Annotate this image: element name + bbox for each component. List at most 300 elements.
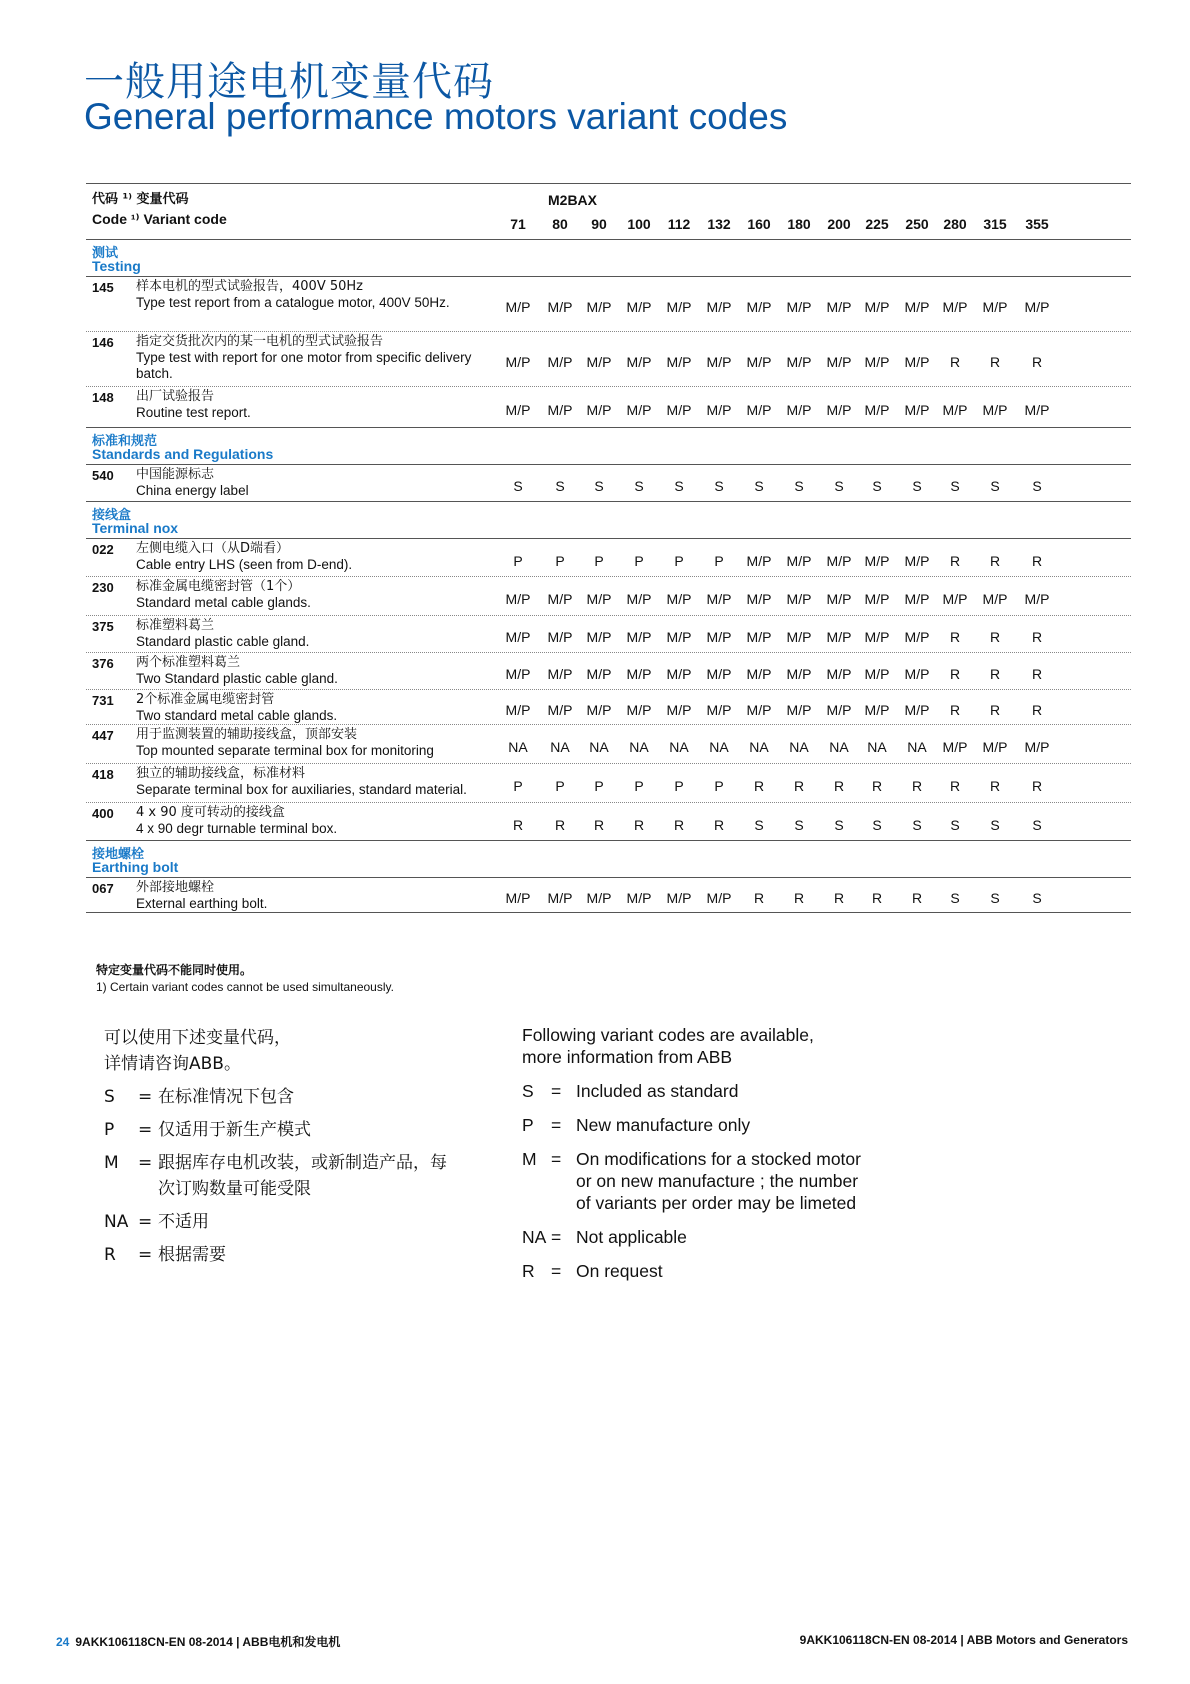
legend-key: M: [522, 1149, 537, 1169]
availability-cell: NA: [749, 739, 769, 755]
availability-cell: R: [911, 890, 923, 906]
size-col-header: 80: [552, 216, 568, 232]
variant-description-en: Standard metal cable glands.: [136, 595, 311, 610]
legend-key: R: [104, 1245, 116, 1265]
availability-cell: M/P: [547, 299, 573, 315]
legend-equals: =: [138, 1212, 153, 1232]
availability-cell: M/P: [786, 354, 812, 370]
availability-cell: S: [1032, 890, 1042, 906]
legend-item: [104, 1150, 448, 1202]
variant-description: [136, 467, 496, 499]
variant-code: 067: [92, 881, 114, 896]
availability-cell: S: [990, 816, 1000, 833]
variant-description-cn: 左侧电缆入口（从D端看）: [136, 541, 290, 556]
size-col-header: 132: [707, 216, 731, 232]
legend-text: Not applicable: [576, 1227, 687, 1247]
availability-cell: R: [1031, 354, 1043, 370]
availability-cell: M/P: [706, 402, 732, 418]
table-row: [86, 277, 1131, 332]
availability-cell: R: [989, 354, 1001, 370]
availability-cell: M/P: [942, 591, 968, 607]
variant-description: [136, 541, 496, 573]
section-title-en: Terminal nox: [92, 520, 179, 536]
section-title-en: Standards and Regulations: [92, 446, 274, 462]
variant-code: 145: [92, 280, 114, 295]
availability-cell: S: [990, 478, 1000, 494]
availability-cell: M/P: [505, 402, 531, 418]
availability-cell: S: [1032, 478, 1042, 494]
size-col-header: 315: [983, 216, 1007, 232]
availability-cell: M/P: [666, 666, 692, 682]
section-title-cn: 接线盒: [92, 508, 132, 523]
variant-codes-table: [86, 183, 1131, 913]
legend-equals: =: [551, 1115, 562, 1135]
legend-equals: =: [138, 1245, 153, 1265]
legend-equals: =: [138, 1153, 153, 1173]
legend-equals: =: [551, 1261, 562, 1281]
availability-cell: P: [513, 552, 523, 569]
availability-cell: M/P: [786, 402, 812, 418]
legend-item: [522, 1148, 876, 1214]
legend-equals: =: [138, 1087, 153, 1107]
availability-cell: M/P: [864, 666, 890, 682]
availability-cell: S: [634, 478, 644, 494]
availability-cell: P: [674, 552, 684, 569]
availability-cell: M/P: [626, 402, 652, 418]
availability-cell: R: [949, 666, 961, 682]
availability-cell: S: [872, 816, 882, 833]
availability-cell: S: [754, 478, 764, 494]
availability-cell: S: [912, 478, 922, 494]
size-col-header: 180: [787, 216, 811, 232]
availability-cell: P: [674, 778, 684, 794]
availability-cell: R: [793, 890, 805, 906]
header-model: M2BAX: [548, 192, 598, 208]
footer-right: 9AKK106118CN-EN 08-2014 | ABB Motors and Generators: [799, 1633, 1128, 1647]
availability-cell: M/P: [706, 629, 732, 645]
table-header: [86, 184, 1131, 239]
availability-cell: M/P: [904, 702, 930, 718]
section-title-cn: 标准和规范: [92, 434, 158, 449]
table-row: [86, 616, 1131, 653]
variant-description-cn: 独立的辅助接线盒，标准材料: [136, 766, 306, 781]
size-col-header: 225: [865, 216, 889, 232]
availability-cell: M/P: [864, 629, 890, 645]
availability-cell: M/P: [904, 552, 930, 569]
table-row: [86, 878, 1131, 913]
availability-cell: M/P: [626, 666, 652, 682]
variant-code: 022: [92, 542, 114, 557]
availability-cell: S: [794, 816, 804, 833]
availability-cell: S: [950, 890, 960, 906]
variant-description: [136, 579, 496, 611]
availability-cell: R: [989, 778, 1001, 794]
availability-cell: M/P: [864, 591, 890, 607]
availability-cell: M/P: [666, 591, 692, 607]
availability-cell: M/P: [746, 552, 772, 569]
availability-cell: NA: [829, 739, 849, 755]
availability-cell: M/P: [786, 666, 812, 682]
variant-description-en: Top mounted separate terminal box for monitoring: [136, 743, 434, 758]
table-row: [86, 577, 1131, 616]
size-col-header: 90: [591, 216, 607, 232]
page-number: 24: [56, 1635, 70, 1649]
availability-cell: P: [714, 778, 724, 794]
variant-code: 148: [92, 390, 114, 405]
availability-cell: M/P: [1024, 299, 1050, 315]
legend-text: On request: [576, 1261, 663, 1281]
variant-code: 540: [92, 468, 114, 483]
availability-cell: R: [833, 778, 845, 794]
availability-cell: M/P: [864, 299, 890, 315]
legend-key: NA: [104, 1212, 129, 1232]
section-heading: [86, 502, 1131, 539]
availability-cell: M/P: [864, 552, 890, 569]
availability-cell: M/P: [826, 629, 852, 645]
availability-cell: R: [633, 816, 645, 833]
legend-cn-intro1: 可以使用下述变量代码，: [104, 1028, 291, 1048]
variant-description-en: Separate terminal box for auxiliaries, standard material.: [136, 782, 467, 797]
legend-key: S: [104, 1087, 115, 1107]
availability-cell: M/P: [547, 666, 573, 682]
variant-description: [136, 389, 496, 421]
page-title-cn: 一般用途电机变量代码: [84, 59, 494, 105]
variant-description-en: 4 x 90 degr turnable terminal box.: [136, 821, 338, 836]
availability-cell: M/P: [547, 890, 573, 906]
availability-cell: NA: [550, 739, 570, 755]
availability-cell: R: [1031, 629, 1043, 645]
availability-cell: M/P: [706, 591, 732, 607]
variant-description: [136, 655, 496, 687]
legend-en-intro1: Following variant codes are available,: [522, 1025, 814, 1045]
legend-key: S: [522, 1081, 534, 1101]
availability-cell: R: [949, 702, 961, 718]
availability-cell: M/P: [586, 354, 612, 370]
availability-cell: R: [911, 778, 923, 794]
variant-description-en: Two Standard plastic cable gland.: [136, 671, 338, 686]
legend-en: [522, 1024, 876, 1282]
availability-cell: P: [513, 778, 523, 794]
size-col-header: 200: [827, 216, 851, 232]
availability-cell: M/P: [826, 666, 852, 682]
availability-cell: M/P: [666, 629, 692, 645]
availability-cell: M/P: [586, 299, 612, 315]
availability-cell: M/P: [505, 890, 531, 906]
variant-code: 230: [92, 580, 114, 595]
availability-cell: M/P: [746, 402, 772, 418]
availability-cell: M/P: [746, 299, 772, 315]
legend-item: [104, 1242, 448, 1268]
availability-cell: M/P: [786, 702, 812, 718]
availability-cell: M/P: [547, 629, 573, 645]
variant-description: [136, 805, 496, 837]
legend-text: 跟据库存电机改装，或新制造产品，每次订购数量可能受限: [158, 1153, 447, 1199]
availability-cell: M/P: [666, 354, 692, 370]
availability-cell: P: [714, 552, 724, 569]
availability-cell: M/P: [982, 299, 1008, 315]
availability-cell: M/P: [505, 666, 531, 682]
availability-cell: M/P: [626, 591, 652, 607]
variant-description: [136, 727, 496, 759]
availability-cell: R: [593, 816, 605, 833]
availability-cell: NA: [629, 739, 649, 755]
availability-cell: M/P: [826, 552, 852, 569]
table-row: [86, 539, 1131, 577]
availability-cell: R: [989, 666, 1001, 682]
availability-cell: M/P: [547, 702, 573, 718]
availability-cell: M/P: [982, 402, 1008, 418]
legend-item: [104, 1209, 448, 1235]
availability-cell: M/P: [904, 629, 930, 645]
table-row: [86, 465, 1131, 502]
size-col-header: 71: [510, 216, 526, 232]
variant-code: 447: [92, 728, 114, 743]
section-title-cn: 测试: [92, 246, 119, 261]
availability-cell: M/P: [626, 629, 652, 645]
availability-cell: M/P: [626, 702, 652, 718]
availability-cell: M/P: [1024, 591, 1050, 607]
legend-item: [522, 1080, 876, 1102]
availability-cell: M/P: [706, 890, 732, 906]
availability-cell: R: [512, 816, 524, 833]
variant-description-cn: 标准塑料葛兰: [136, 618, 215, 633]
legend-item: [104, 1084, 448, 1110]
availability-cell: M/P: [706, 702, 732, 718]
legend-item: [104, 1117, 448, 1143]
footer-left-text: 9AKK106118CN-EN 08-2014 | ABB电机和发电机: [75, 1635, 341, 1649]
availability-cell: M/P: [826, 702, 852, 718]
availability-cell: M/P: [786, 591, 812, 607]
availability-cell: R: [753, 778, 765, 794]
table-row: [86, 690, 1131, 725]
variant-description: [136, 880, 496, 912]
variant-description-cn: 指定交货批次内的某一电机的型式试验报告: [136, 334, 384, 349]
availability-cell: M/P: [826, 354, 852, 370]
availability-cell: M/P: [1024, 402, 1050, 418]
header-code-en: Code ¹⁾ Variant code: [92, 211, 227, 227]
availability-cell: M/P: [904, 591, 930, 607]
availability-cell: R: [793, 778, 805, 794]
table-row: [86, 764, 1131, 803]
variant-code: 400: [92, 806, 114, 821]
availability-cell: M/P: [666, 299, 692, 315]
availability-cell: M/P: [666, 890, 692, 906]
footnote: [96, 962, 394, 996]
availability-cell: S: [555, 478, 565, 494]
availability-cell: NA: [709, 739, 729, 755]
availability-cell: S: [950, 478, 960, 494]
footer-left: [56, 1633, 340, 1650]
availability-cell: M/P: [626, 354, 652, 370]
variant-code: 731: [92, 693, 114, 708]
availability-cell: M/P: [826, 591, 852, 607]
availability-cell: R: [989, 552, 1001, 569]
availability-cell: R: [989, 702, 1001, 718]
variant-code: 418: [92, 767, 114, 782]
footnote-cn: 特定变量代码不能同时使用。: [96, 963, 253, 977]
availability-cell: M/P: [826, 299, 852, 315]
variant-description-cn: 样本电机的型式试验报告，400V 50Hz: [136, 279, 363, 294]
availability-cell: S: [834, 816, 844, 833]
availability-cell: R: [753, 890, 765, 906]
availability-cell: M/P: [864, 402, 890, 418]
availability-cell: M/P: [786, 629, 812, 645]
availability-cell: M/P: [586, 666, 612, 682]
section-heading: [86, 428, 1131, 465]
availability-cell: M/P: [942, 299, 968, 315]
legend-cn: [104, 1025, 448, 1268]
size-col-header: 280: [943, 216, 967, 232]
variant-description-cn: 用于监测装置的辅助接线盒，顶部安装: [136, 727, 358, 742]
availability-cell: S: [950, 816, 960, 833]
variant-description-en: External earthing bolt.: [136, 896, 268, 911]
availability-cell: NA: [907, 739, 927, 755]
availability-cell: P: [594, 778, 604, 794]
variant-description: [136, 766, 496, 798]
size-col-header: 160: [747, 216, 771, 232]
availability-cell: M/P: [505, 591, 531, 607]
table-row: [86, 725, 1131, 764]
section-heading: [86, 239, 1131, 277]
variant-description: [136, 618, 496, 650]
variant-description: [136, 692, 496, 724]
legend-text: 不适用: [158, 1212, 209, 1232]
availability-cell: R: [989, 629, 1001, 645]
availability-cell: M/P: [786, 552, 812, 569]
legend-item: [522, 1260, 876, 1282]
legend-equals: =: [551, 1227, 562, 1247]
availability-cell: NA: [508, 739, 528, 755]
availability-cell: P: [555, 778, 565, 794]
availability-cell: M/P: [505, 299, 531, 315]
availability-cell: M/P: [547, 591, 573, 607]
availability-cell: NA: [589, 739, 609, 755]
availability-cell: M/P: [586, 702, 612, 718]
variant-description-en: Two standard metal cable glands.: [136, 708, 338, 723]
availability-cell: M/P: [547, 354, 573, 370]
legend-equals: =: [551, 1081, 562, 1101]
availability-cell: R: [833, 890, 845, 906]
availability-cell: M/P: [786, 299, 812, 315]
availability-cell: NA: [867, 739, 887, 755]
legend-key: M: [104, 1153, 119, 1173]
legend-item: [522, 1114, 876, 1136]
legend-equals: =: [551, 1149, 562, 1169]
availability-cell: P: [634, 778, 644, 794]
legend-key: P: [522, 1115, 534, 1135]
availability-cell: R: [949, 552, 961, 569]
legend-text: On modifications for a stocked motor or on new manufacture ; the number of variants per order may be limeted: [576, 1149, 861, 1213]
availability-cell: M/P: [982, 591, 1008, 607]
availability-cell: M/P: [586, 402, 612, 418]
availability-cell: M/P: [904, 666, 930, 682]
legend-text: Included as standard: [576, 1081, 739, 1101]
availability-cell: S: [513, 478, 523, 494]
availability-cell: M/P: [942, 402, 968, 418]
availability-cell: S: [872, 478, 882, 494]
availability-cell: P: [594, 552, 604, 569]
availability-cell: R: [949, 629, 961, 645]
availability-cell: NA: [789, 739, 809, 755]
availability-cell: M/P: [746, 629, 772, 645]
page-title-en: General performance motors variant codes: [84, 96, 788, 137]
footnote-en: 1) Certain variant codes cannot be used simultaneously.: [96, 980, 394, 994]
variant-code: 375: [92, 619, 114, 634]
table-row: [86, 653, 1131, 690]
availability-cell: P: [555, 552, 565, 569]
availability-cell: R: [713, 816, 725, 833]
availability-cell: M/P: [626, 890, 652, 906]
legend-text: 仅适用于新生产模式: [158, 1120, 311, 1140]
availability-cell: R: [949, 778, 961, 794]
availability-cell: M/P: [746, 591, 772, 607]
availability-cell: M/P: [904, 354, 930, 370]
legend-text: 根据需要: [158, 1245, 226, 1265]
variant-description-cn: 4 x 90 度可转动的接线盒: [136, 805, 285, 820]
availability-cell: M/P: [586, 591, 612, 607]
availability-cell: M/P: [746, 666, 772, 682]
table-row: [86, 332, 1131, 387]
availability-cell: S: [1032, 816, 1042, 833]
availability-cell: M/P: [982, 739, 1008, 755]
section-title-en: Earthing bolt: [92, 859, 179, 875]
availability-cell: M/P: [1024, 739, 1050, 755]
section-title-en: Testing: [92, 258, 141, 274]
table-body: [86, 239, 1131, 913]
legend-key: P: [104, 1120, 115, 1140]
variant-description-en: Standard plastic cable gland.: [136, 634, 310, 649]
availability-cell: M/P: [505, 629, 531, 645]
variant-description-cn: 标准金属电缆密封管（1个）: [136, 579, 301, 594]
availability-cell: S: [912, 816, 922, 833]
size-col-header: 250: [905, 216, 929, 232]
availability-cell: M/P: [746, 354, 772, 370]
legend-item: [522, 1226, 876, 1248]
availability-cell: M/P: [505, 702, 531, 718]
variant-description-cn: 出厂试验报告: [136, 389, 215, 404]
size-col-header: 100: [627, 216, 651, 232]
availability-cell: M/P: [706, 299, 732, 315]
variant-description: [136, 279, 496, 311]
availability-cell: M/P: [904, 299, 930, 315]
availability-cell: R: [871, 890, 883, 906]
availability-cell: M/P: [864, 702, 890, 718]
availability-cell: M/P: [505, 354, 531, 370]
variant-description-en: Type test with report for one motor from specific delivery batch.: [136, 350, 472, 381]
availability-cell: M/P: [904, 402, 930, 418]
availability-cell: S: [714, 478, 724, 494]
legend-equals: =: [138, 1120, 153, 1140]
size-col-header: 355: [1025, 216, 1049, 232]
availability-cell: M/P: [706, 354, 732, 370]
availability-cell: M/P: [666, 402, 692, 418]
section-heading: [86, 841, 1131, 878]
availability-cell: R: [871, 778, 883, 794]
availability-cell: M/P: [586, 629, 612, 645]
availability-cell: R: [1031, 702, 1043, 718]
legend-text: 在标准情况下包含: [158, 1087, 294, 1107]
availability-cell: R: [673, 816, 685, 833]
availability-cell: M/P: [942, 739, 968, 755]
variant-description-cn: 两个标准塑料葛兰: [136, 655, 241, 670]
availability-cell: P: [634, 552, 644, 569]
variant-code: 146: [92, 335, 114, 350]
availability-cell: M/P: [864, 354, 890, 370]
legend-key: NA: [522, 1227, 547, 1247]
variant-description-cn: 中国能源标志: [136, 467, 215, 482]
variant-description: [136, 334, 496, 382]
legend-text: New manufacture only: [576, 1115, 751, 1135]
